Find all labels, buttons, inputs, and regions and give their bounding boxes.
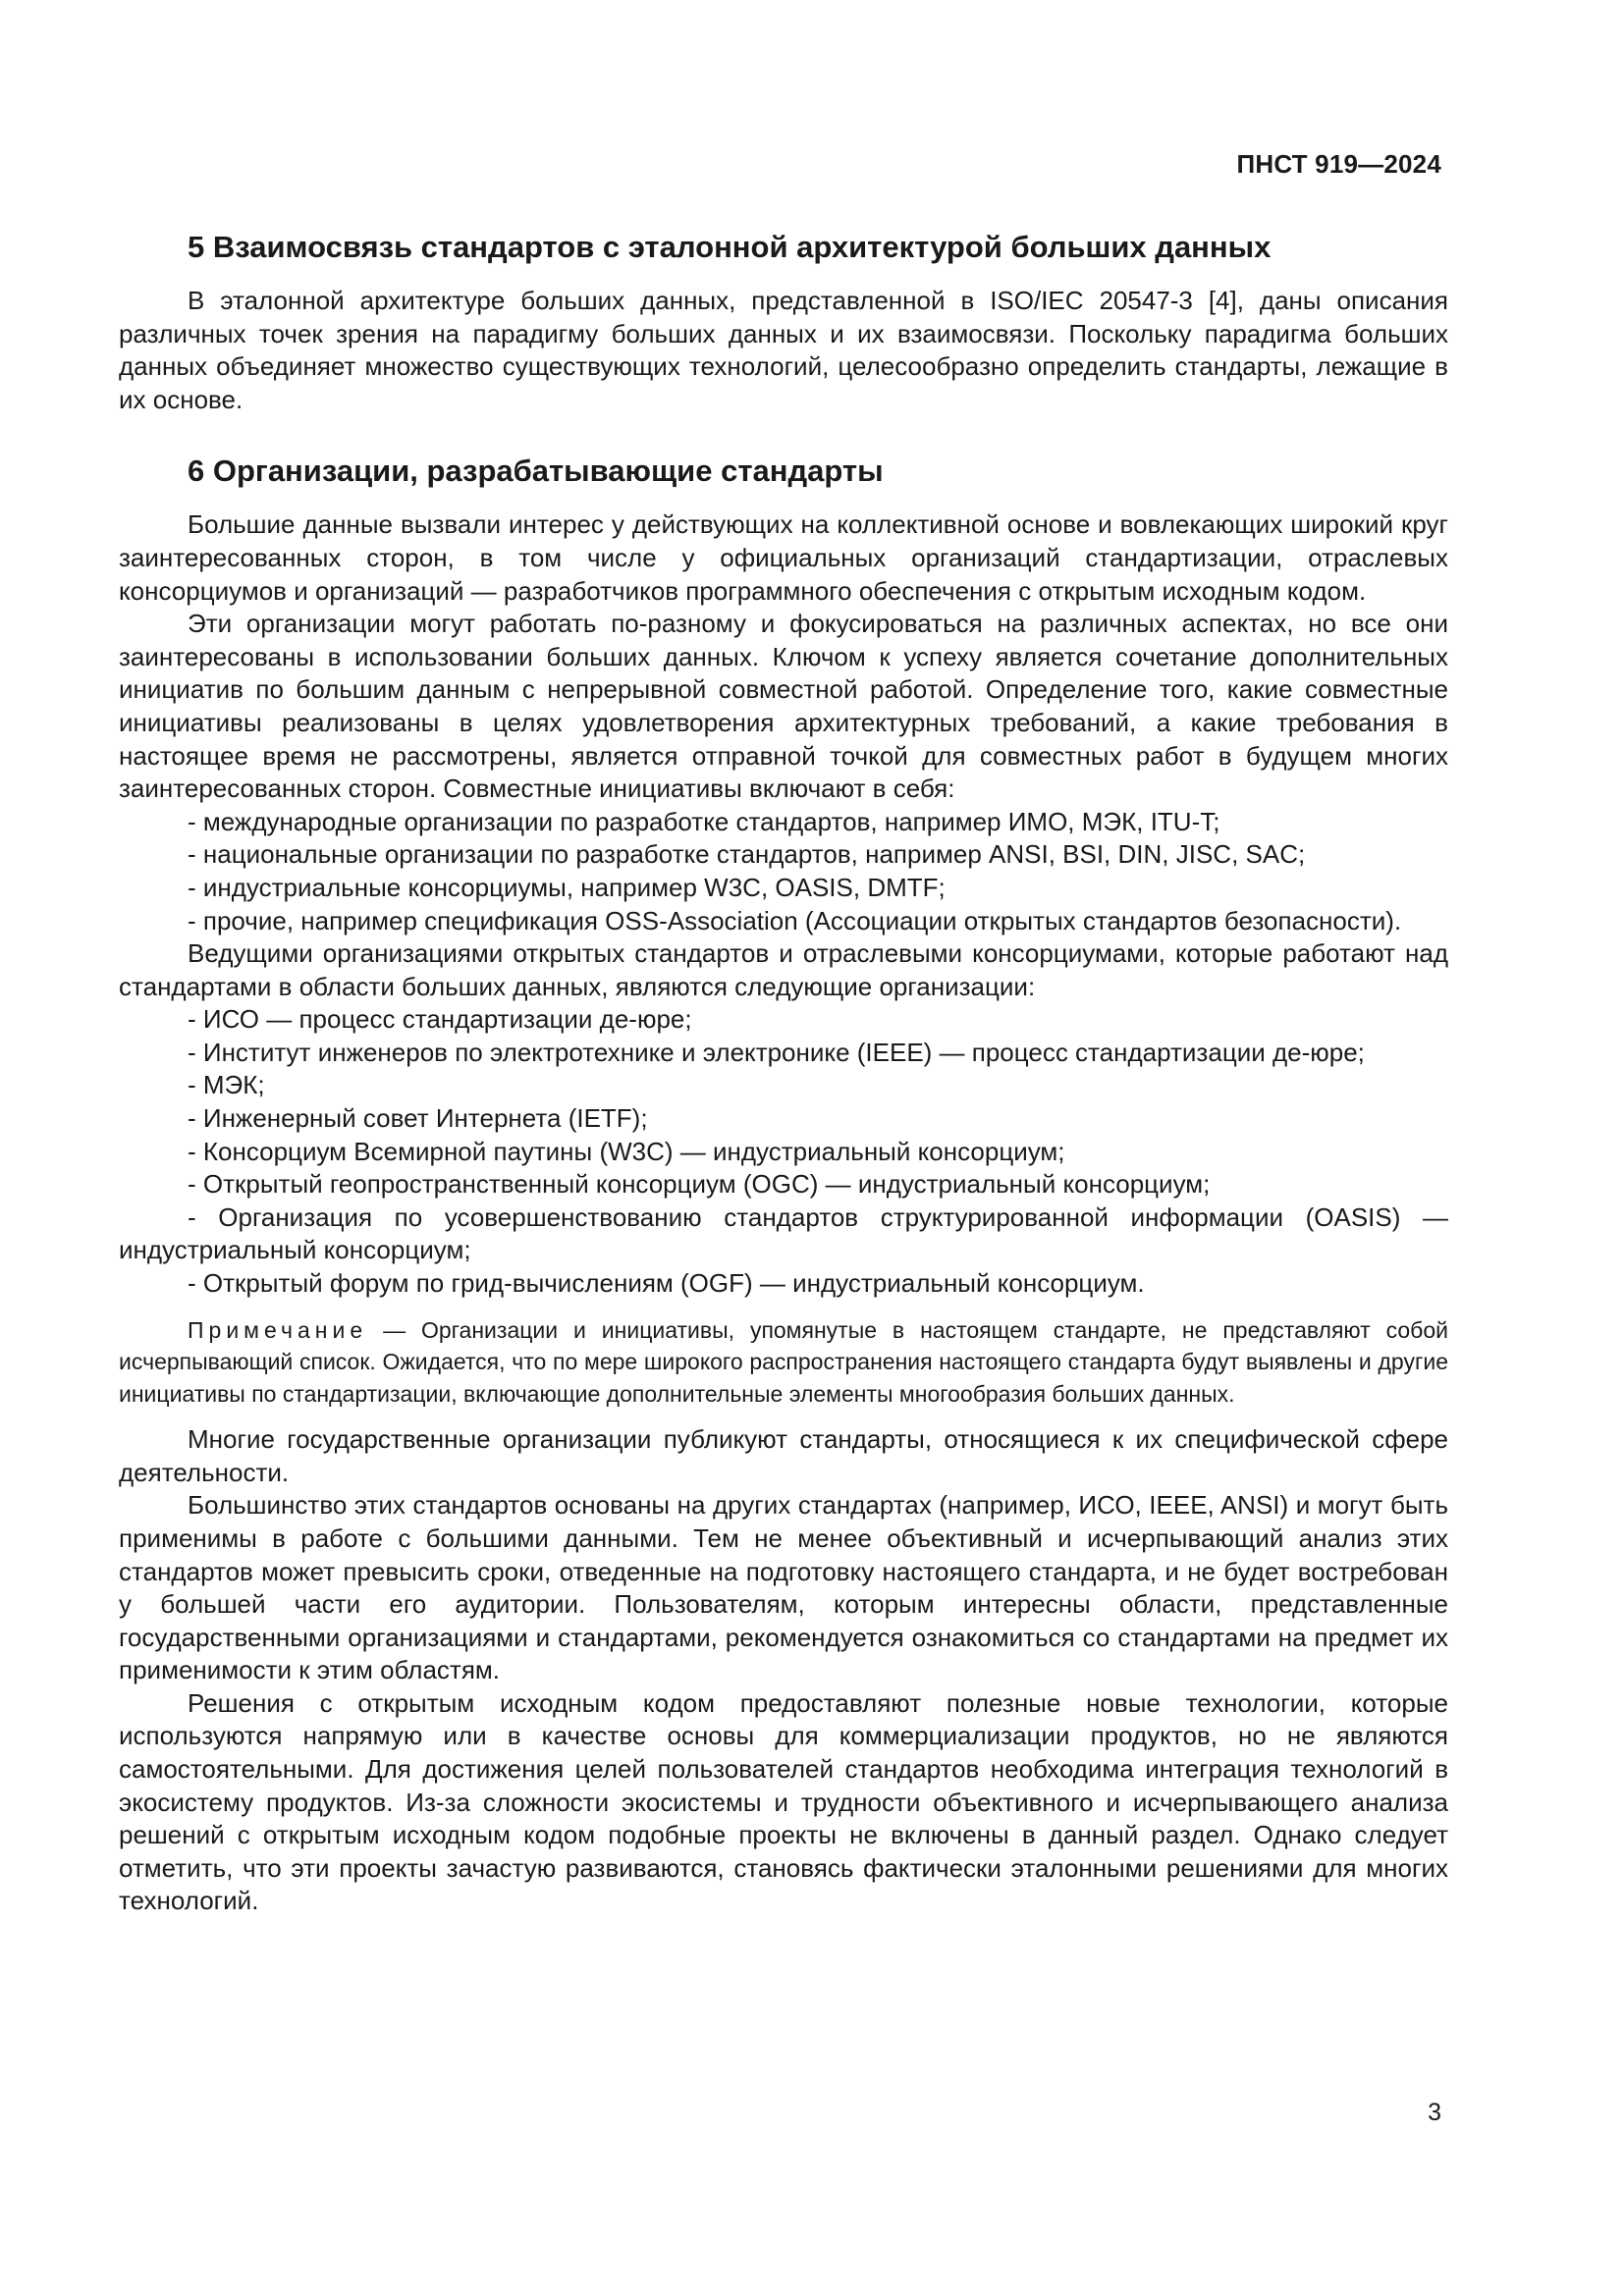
section-6-heading: 6 Организации, разрабатывающие стандарты [188, 454, 884, 489]
list-item: - индустриальные консорциумы, например W3C, OASIS, DMTF; [188, 872, 946, 902]
page-content [119, 228, 1448, 1918]
section-6-paragraph-4: Многие государственные организации публикуют стандарты, относящиеся к их специфической сфере деятельности. [119, 1424, 1448, 1487]
section-6-paragraph-2: Эти организации могут работать по-разному и фокусироваться на различных аспектах, но все они заинтересованы в использовании больших данных. Ключом к успеху является сочетание дополнительных инициатив по большим данным с непрерывной совместной работой. Определение того, какие совместные инициативы реализованы в целях удовлетворения архитектурных требований, а какие требования в настоящее время не рассмотрены, является отправной точкой для совместных работ в будущем многих заинтересованных сторон. Совместные инициативы включают в себя: [119, 609, 1448, 804]
list-item: - Открытый геопространственный консорциум (OGC) — индустриальный консорциум; [188, 1169, 1211, 1200]
note-block [119, 1314, 1448, 1411]
section-6-paragraph-6: Решения с открытым исходным кодом предоставляют полезные новые технологии, которые используются напрямую или в качестве основы для коммерциализации продуктов, но не являются самостоятельными. Для достижения целей пользователей стандартов необходима интеграция технологий в экосистему продуктов. Из-за сложности экосистемы и трудности объективного и исчерпывающего анализа решений с открытым исходным кодом подобные проекты не включены в данный раздел. Однако следует отметить, что эти проекты зачастую развиваются, становясь фактически эталонными решениями для многих технологий. [119, 1687, 1448, 1916]
list-item: - прочие, например спецификация OSS-Association (Ассоциации открытых стандартов безопасности). [188, 905, 1402, 935]
section-5-paragraph-1: В эталонной архитектуре больших данных, представленной в ISO/IEC 20547-3 [4], даны описания различных точек зрения на парадигму больших данных и их взаимосвязи. Поскольку парадигма больших данных объединяет множество существующих технологий, целесообразно определить стандарты, лежащие в их основе. [119, 286, 1448, 414]
page-number: 3 [1428, 2099, 1441, 2126]
note-label: Примечание [188, 1316, 368, 1343]
list-item: - Инженерный совет Интернета (IETF); [188, 1103, 648, 1134]
section-6-paragraph-1: Большие данные вызвали интерес у действующих на коллективной основе и вовлекающих широкий круг заинтересованных сторон, в том числе у официальных организаций стандартизации, отраслевых консорциумов и организаций — разработчиков программного обеспечения с открытым исходным кодом. [119, 509, 1448, 606]
document-code: ПНСТ 919—2024 [1236, 149, 1441, 179]
note-text: — Организации и инициативы, упомянутые в настоящем стандарте, не представляют собой исчерпывающий список. Ожидается, что по мере широкого распространения настоящего стандарта будут выявлены и другие инициативы по стандартизации, включающие дополнительные элементы многообразия больших данных. [119, 1316, 1448, 1407]
list-item: - Открытый форум по грид-вычислениям (OGF) — индустриальный консорциум. [188, 1268, 1145, 1299]
list-item: - МЭК; [188, 1070, 265, 1100]
organizations-list [119, 1003, 1448, 1300]
list-item: - Институт инженеров по электротехнике и электронике (IEEE) — процесс стандартизации де-юре; [188, 1037, 1365, 1067]
section-6-paragraph-3: Ведущими организациями открытых стандартов и отраслевыми консорциумами, которые работают над стандартами в области больших данных, являются следующие организации: [119, 938, 1448, 1001]
list-item: - международные организации по разработке стандартов, например ИМО, МЭК, ITU-T; [188, 806, 1220, 836]
list-item: - Консорциум Всемирной паутины (W3C) — индустриальный консорциум; [188, 1136, 1065, 1166]
list-item: - Организация по усовершенствованию стандартов структурированной информации (OASIS) — индустриальный консорциум; [119, 1201, 1448, 1265]
section-6-paragraph-5: Большинство этих стандартов основаны на других стандартах (например, ИСО, IEEE, ANSI) и могут быть применимы в работе с большими данными. Тем не менее объективный и исчерпывающий анализ этих стандартов может превысить сроки, отведенные на подготовку настоящего стандарта, и не будет востребован у большей части его аудитории. Пользователям, которым интересны области, представленные государственными организациями и стандартами, рекомендуется ознакомиться со стандартами на предмет их применимости к этим областям. [119, 1490, 1448, 1685]
list-item: - национальные организации по разработке стандартов, например ANSI, BSI, DIN, JISC, SAC; [188, 839, 1306, 870]
list-item: - ИСО — процесс стандартизации де-юре; [188, 1004, 692, 1035]
joint-initiatives-list [119, 806, 1448, 937]
section-5-heading: 5 Взаимосвязь стандартов с эталонной архитектурой больших данных [188, 230, 1272, 264]
